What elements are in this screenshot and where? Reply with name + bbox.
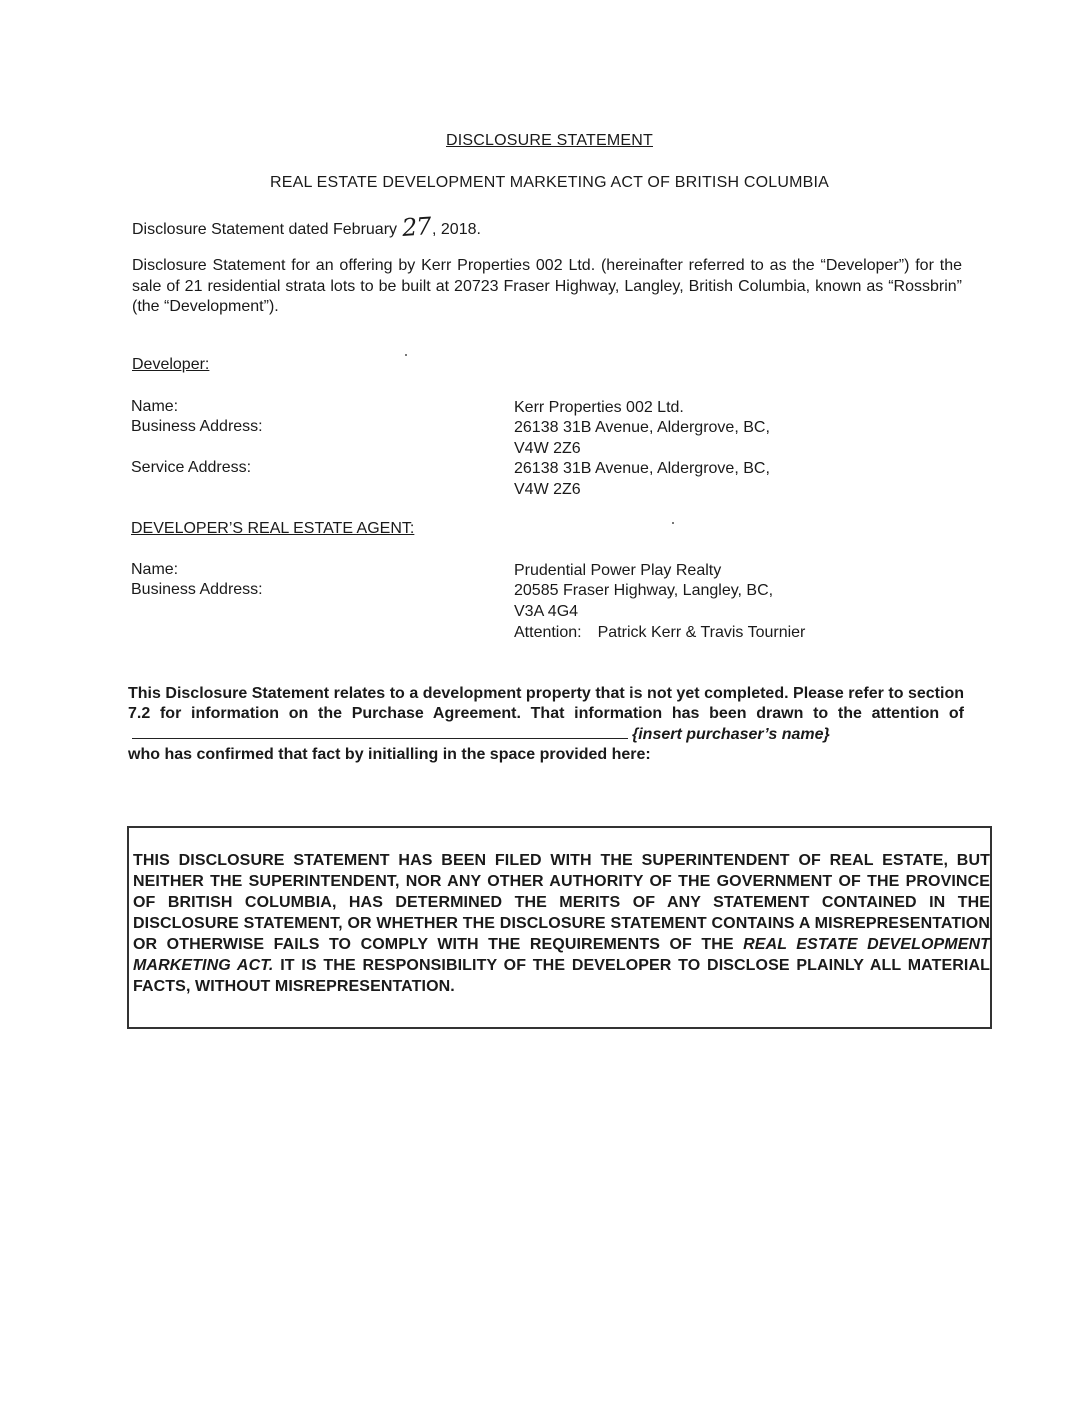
document-title: DISCLOSURE STATEMENT xyxy=(446,132,653,149)
developer-service-line1: 26138 31B Avenue, Aldergrove, BC, xyxy=(514,460,770,477)
notice-text-part2: who has confirmed that fact by initialling in the space provided here: xyxy=(128,746,651,763)
developer-business-label: Business Address: xyxy=(131,418,263,435)
document-subtitle: REAL ESTATE DEVELOPMENT MARKETING ACT OF BRITISH COLUMBIA xyxy=(269,174,830,191)
developer-name-label: Name: xyxy=(131,398,179,415)
scan-speck xyxy=(672,522,674,524)
developer-service-line2: V4W 2Z6 xyxy=(514,481,581,498)
purchaser-name-placeholder: {insert purchaser’s name} xyxy=(632,726,830,743)
superintendent-warning-box xyxy=(127,826,992,1029)
agent-name-label: Name: xyxy=(131,561,179,578)
agent-heading: DEVELOPER’S REAL ESTATE AGENT: xyxy=(131,520,415,537)
act-name: REAL ESTATE DEVELOPMENT MARKETING ACT. xyxy=(133,936,990,974)
developer-heading: Developer: xyxy=(132,356,210,373)
agent-business-line2: V3A 4G4 xyxy=(514,603,579,620)
warning-text xyxy=(133,850,990,997)
agent-attention-label: Attention: xyxy=(514,624,582,641)
scan-speck xyxy=(405,354,407,356)
warning-text-part2: IT IS THE RESPONSIBILITY OF THE DEVELOPER TO DISCLOSE PLAINLY ALL MATERIAL FACTS, WITHOUT MISREPRESENTATION. xyxy=(133,957,991,995)
purchaser-name-blank[interactable] xyxy=(132,724,628,739)
handwritten-day: 27 xyxy=(401,212,432,242)
notice-text-part1: This Disclosure Statement relates to a development property that is not yet completed. Please refer to section 7.2 for information on the Purchase Agreement. That information has been drawn to the attention of xyxy=(128,685,964,722)
agent-attention xyxy=(514,623,805,644)
agent-attention-value: Patrick Kerr & Travis Tournier xyxy=(597,624,806,641)
agent-name-value: Prudential Power Play Realty xyxy=(514,562,722,579)
developer-business-line1: 26138 31B Avenue, Aldergrove, BC, xyxy=(514,419,770,436)
date-prefix: Disclosure Statement dated February xyxy=(132,221,402,238)
warning-text-part1: THIS DISCLOSURE STATEMENT HAS BEEN FILED WITH THE SUPERINTENDENT OF REAL ESTATE, BUT NEITHER THE SUPERINTENDENT, NOR ANY OTHER AUTHORITY OF THE GOVERNMENT OF THE PROVINCE OF BRITISH COLUMBIA, HAS DETERMINED THE MERITS OF ANY STATEMENT CONTAINED IN THE DISCLOSURE STATEMENT, OR WHETHER THE DISCLOSURE STATEMENT CONTAINS A MISREPRESENTATION OR OTHERWISE FAILS TO COMPLY WITH THE REQUIREMENTS OF THE xyxy=(133,852,990,953)
developer-service-label: Service Address: xyxy=(131,459,252,476)
developer-business-line2: V4W 2Z6 xyxy=(514,440,581,457)
intro-paragraph: Disclosure Statement for an offering by Kerr Properties 002 Ltd. (hereinafter referred to as the “Developer”) for the sale of 21 residential strata lots to be built at 20723 Fraser Highway, Langley, British Columbia, known as “Rossbrin” (the “Development”). xyxy=(132,257,962,315)
statement-date xyxy=(132,212,481,240)
agent-business-line1: 20585 Fraser Highway, Langley, BC, xyxy=(514,582,774,599)
purchase-notice xyxy=(128,684,964,765)
developer-name-value: Kerr Properties 002 Ltd. xyxy=(514,399,684,416)
date-suffix: , 2018. xyxy=(432,221,481,238)
agent-business-label: Business Address: xyxy=(131,581,263,598)
